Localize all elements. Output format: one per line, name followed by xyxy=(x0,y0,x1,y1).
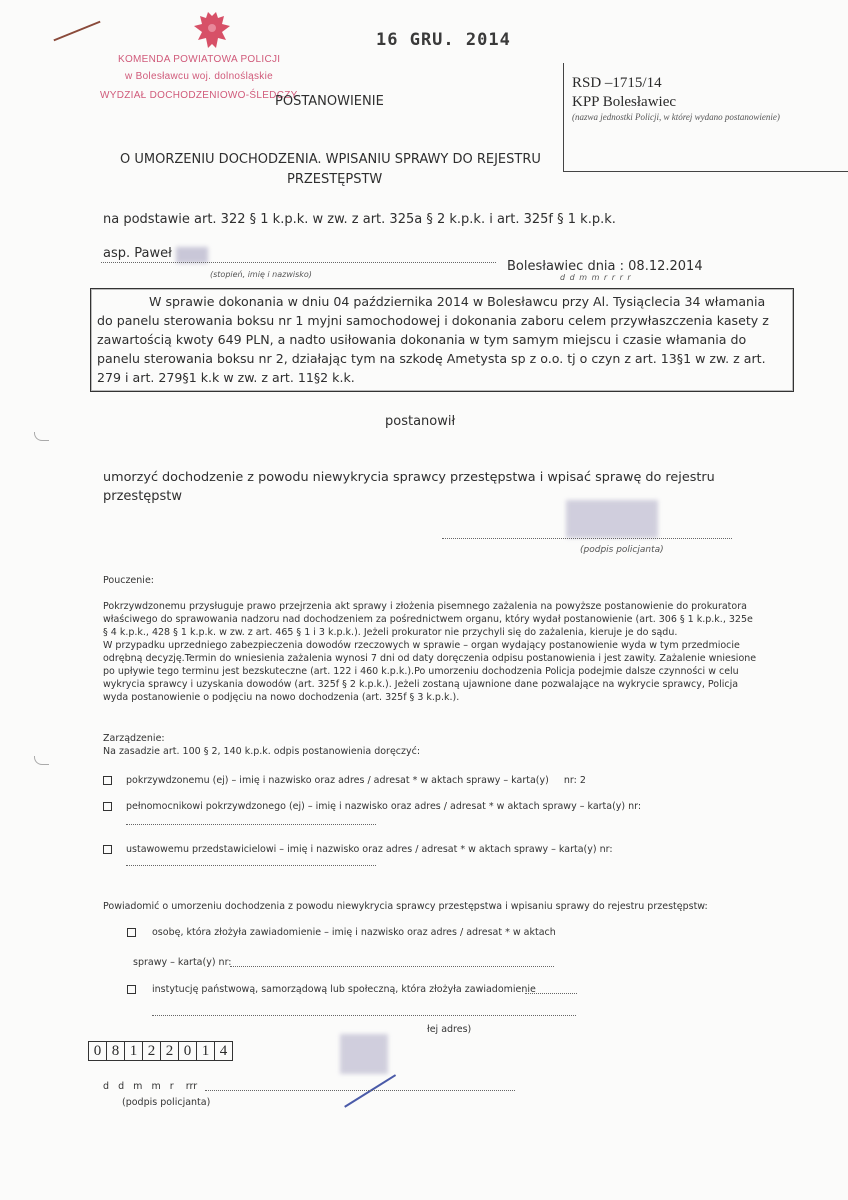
signature-dotted-line xyxy=(442,538,732,539)
order-checkbox-3[interactable] xyxy=(103,845,112,854)
date-digit: 2 xyxy=(143,1042,161,1060)
instruction-line-3: § 4 k.p.k., 428 § 1 k.p.k. w zw. z art. 465 § 1 i 3 k.p.k.). Jeżeli prokurator nie przychyli się do zażalenia, kieruje je do sądu. xyxy=(103,627,678,638)
instruction-text xyxy=(103,600,803,704)
notify-item-2-line-a xyxy=(525,993,577,994)
notify-item-2-line-b xyxy=(152,1015,576,1016)
order-item-2-line xyxy=(126,824,376,825)
instruction-heading: Pouczenie: xyxy=(103,575,154,586)
notify-item-1-line xyxy=(230,966,554,967)
case-line-2: do panelu sterowania boksu nr 1 myjni samochodowej i dokonania zaboru celem przywłaszczenia kasety z xyxy=(97,313,769,328)
instruction-line-6: po upływie tego terminu jest bezskuteczne (art. 122 i 460 k.p.k.).Po umorzeniu dochodzenia Policja podejmie dalsze czynności w celu xyxy=(103,666,739,677)
date-digit: 0 xyxy=(89,1042,107,1060)
footer-redaction xyxy=(340,1034,388,1074)
signature-redaction xyxy=(566,500,658,538)
margin-mark-2 xyxy=(34,756,49,765)
order-item-3: ustawowemu przedstawicielowi – imię i nazwisko oraz adres / adresat * w aktach sprawy – karta(y) nr: xyxy=(126,844,613,855)
instruction-line-7: wykrycia sprawcy i uzyskania dowodów (art. 325f § 2 k.p.k.). Jeżeli zostaną ujawnione dane pozwalające na wykrycie sprawcy, Policja xyxy=(103,679,739,690)
instruction-line-1: Pokrzywdzonemu przysługuje prawo przejrzenia akt sprawy i złożenia pisemnego zażalenia na powyższe postanowienie do prokuratora xyxy=(103,601,747,612)
instruction-line-2: właściwego do sprawowania nadzoru nad dochodzeniem za pośrednictwem organu, który wydał postanowienie (art. 306 § 1 k.p.k., 325e xyxy=(103,614,753,625)
stamp-line-1: KOMENDA POWIATOWA POLICJI xyxy=(118,54,281,65)
order-basis: Na zasadzie art. 100 § 2, 140 k.p.k. odpis postanowienia doręczyć: xyxy=(103,746,421,757)
officer-dotted-line xyxy=(101,262,496,263)
stamp-line-3: WYDZIAŁ DOCHODZENIOWO-ŚLEDCZY xyxy=(100,90,298,101)
date-digit: 2 xyxy=(161,1042,179,1060)
place-date: Bolesławiec dnia : 08.12.2014 xyxy=(507,259,703,274)
notify-item-1: osobę, która złożyła zawiadomienie – imię i nazwisko oraz adres / adresat * w aktach xyxy=(152,927,556,938)
case-line-3: zawartością kwoty 649 PLN, a nadto usiłowania dokonania w tym samym miejscu i czasie włamania do xyxy=(97,332,747,347)
order-heading: Zarządzenie: xyxy=(103,733,165,744)
pen-mark xyxy=(53,21,100,42)
instruction-line-5: odrębną decyzję.Termin do wniesienia zażalenia wynosi 7 dni od daty doręczenia odpisu postanowienia i jest zawity. Zażalenie wniesione xyxy=(103,653,757,664)
legal-basis: na podstawie art. 322 § 1 k.p.k. w zw. z art. 325a § 2 k.p.k. i art. 325f § 1 k.p.k. xyxy=(103,212,616,227)
notify-item-2: instytucję państwową, samorządową lub społeczną, która złożyła zawiadomienie xyxy=(152,984,536,995)
date-digit: 8 xyxy=(107,1042,125,1060)
date-digit: 4 xyxy=(215,1042,233,1060)
subtitle-line-1: O UMORZENIU DOCHODZENIA. WPISANIU SPRAWY DO REJESTRU xyxy=(120,152,541,167)
order-checkbox-1[interactable] xyxy=(103,776,112,785)
order-item-3-line xyxy=(126,865,376,866)
case-description-box xyxy=(90,288,794,392)
date-caption: d d m m r r r r xyxy=(560,273,632,282)
notify-item-1-cont: sprawy – karta(y) nr: xyxy=(133,957,232,968)
date-digit: 0 xyxy=(179,1042,197,1060)
footer-signature-line xyxy=(205,1090,515,1091)
subtitle-line-2: PRZESTĘPSTW xyxy=(287,172,383,187)
stamp-line-2: w Bolesławcu woj. dolnośląskie xyxy=(125,71,273,82)
redaction-block xyxy=(176,247,208,263)
unit-caption: (nazwa jednostki Policji, w której wydano postanowienie) xyxy=(572,112,780,122)
order-item-2: pełnomocnikowi pokrzywdzonego (ej) – imię i nazwisko oraz adres / adresat * w aktach sprawy – karta(y) nr: xyxy=(126,801,642,812)
case-box xyxy=(563,63,848,172)
notify-heading: Powiadomić o umorzeniu dochodzenia z powodu niewykrycia sprawcy przestępstwa i wpisaniu sprawy do rejestru przestępstw: xyxy=(103,901,708,912)
officer-name: asp. Paweł xyxy=(103,246,172,261)
footer-signature-caption: (podpis policjanta) xyxy=(122,1097,211,1108)
case-number: RSD –1715/14 xyxy=(572,75,662,91)
case-line-1: W sprawie dokonania w dniu 04 października 2014 w Bolesławcu przy Al. Tysiąclecia 34 włamania xyxy=(149,294,766,309)
received-date-stamp: 16 GRU. 2014 xyxy=(376,30,511,50)
officer-caption: (stopień, imię i nazwisko) xyxy=(210,270,312,279)
margin-mark xyxy=(34,432,49,441)
order-item-1: pokrzywdzonemu (ej) – imię i nazwisko oraz adres / adresat * w aktach sprawy – karta(y) nr: 2 xyxy=(126,775,586,786)
notify-item-2-tail: łej adres) xyxy=(427,1024,472,1035)
footer-date-caption: d d m m r rrr xyxy=(103,1081,198,1092)
date-digit-boxes xyxy=(88,1041,233,1061)
date-digit: 1 xyxy=(125,1042,143,1060)
decision-line-1: umorzyć dochodzenie z powodu niewykrycia sprawcy przestępstwa i wpisać sprawę do rejestru xyxy=(103,470,715,485)
signature-caption: (podpis policjanta) xyxy=(580,545,664,555)
decision-line-2: przestępstw xyxy=(103,489,183,504)
case-line-4: panelu sterowania boksu nr 2, działając tym na szkodę Ametysta sp z o.o. tj o czyn z art. 13§1 w zw. z art. xyxy=(97,351,766,366)
document-title: POSTANOWIENIE xyxy=(275,94,384,109)
instruction-line-4: W przypadku uprzedniego zabezpieczenia dowodów rzeczowych w sprawie – organ wydający postanowienie wyda w tym przedmiocie xyxy=(103,640,740,651)
date-digit: 1 xyxy=(197,1042,215,1060)
decision-word: postanowił xyxy=(385,414,456,429)
instruction-line-8: wyda postanowienie o podjęciu na nowo dochodzenia (art. 325f § 3 k.p.k.). xyxy=(103,692,460,703)
notify-checkbox-2[interactable] xyxy=(127,985,136,994)
case-line-5: 279 i art. 279§1 k.k w zw. z art. 11§2 k.k. xyxy=(97,370,355,385)
order-checkbox-2[interactable] xyxy=(103,802,112,811)
notify-checkbox-1[interactable] xyxy=(127,928,136,937)
unit-name: KPP Bolesławiec xyxy=(572,94,677,110)
eagle-emblem-icon xyxy=(192,10,232,54)
